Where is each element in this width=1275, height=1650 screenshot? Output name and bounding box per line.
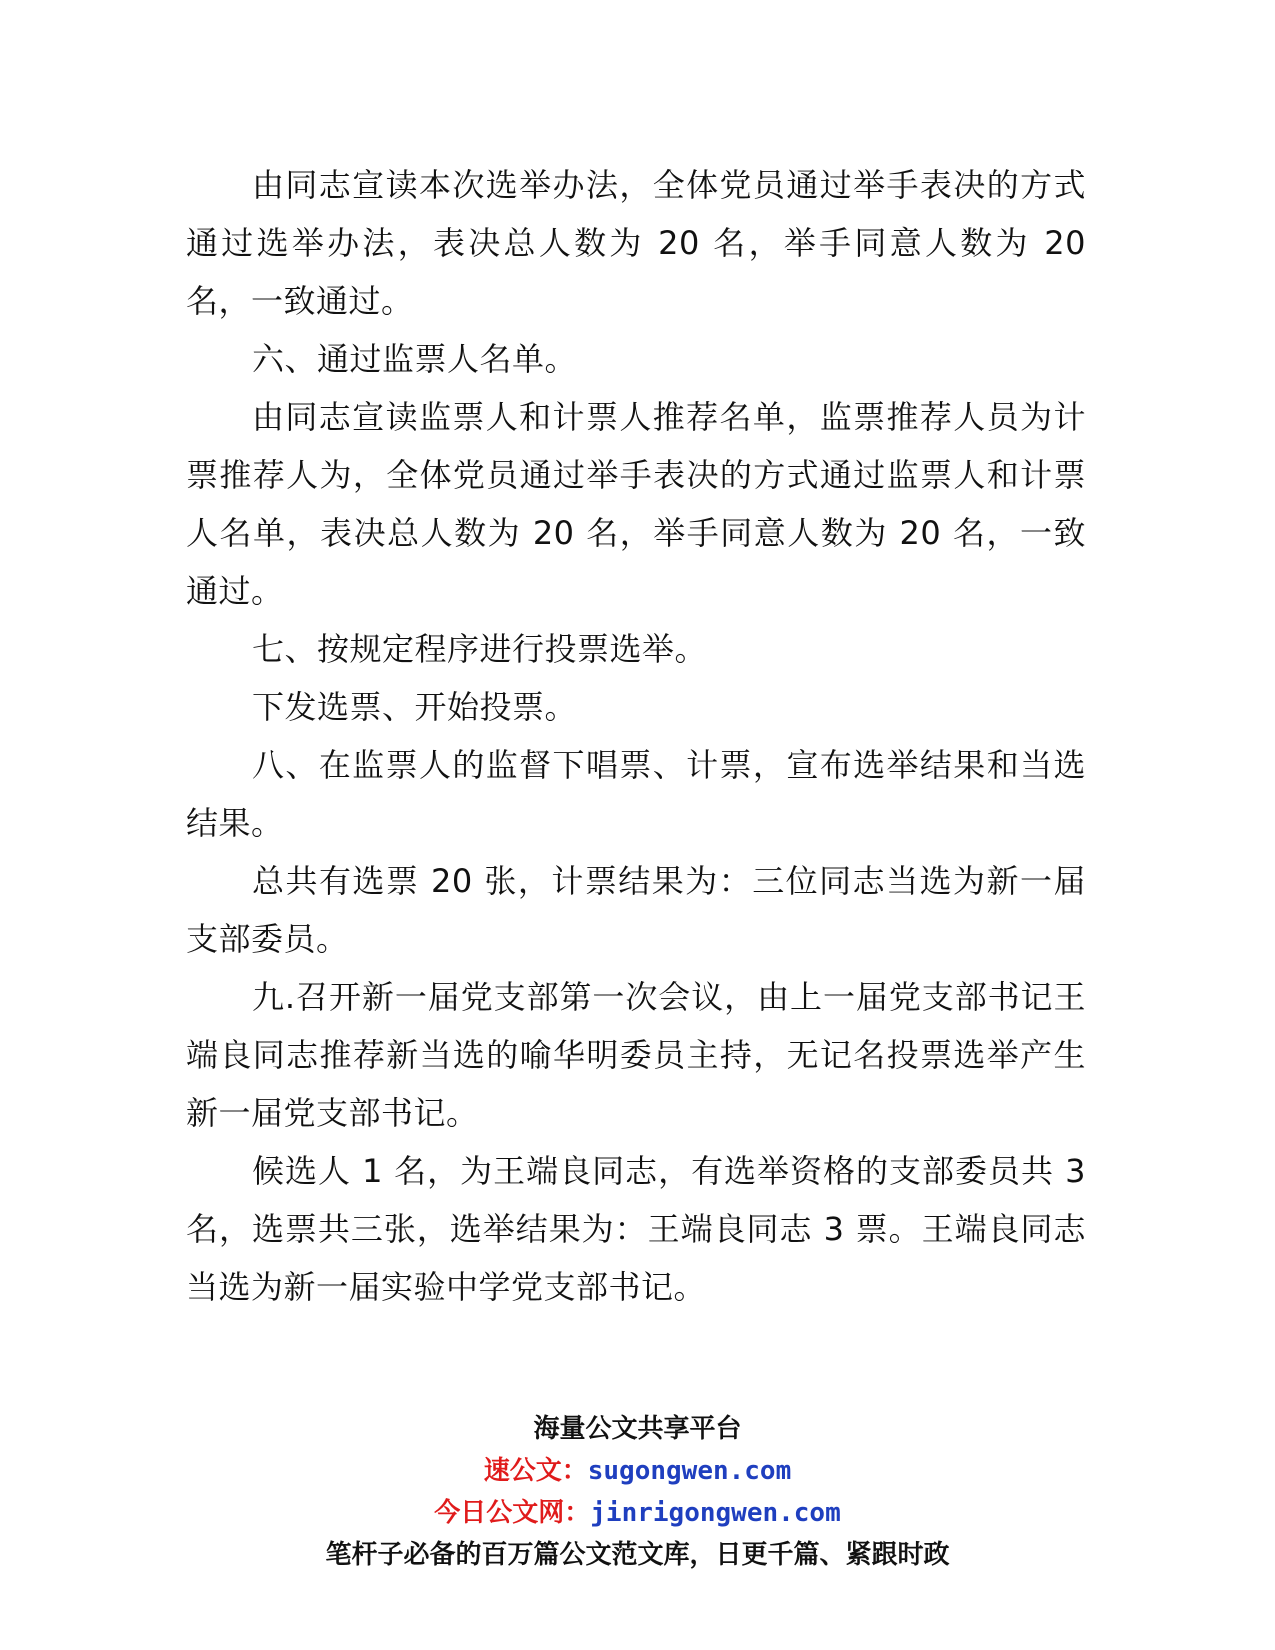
footer-site1-link[interactable]: sugongwen.com <box>587 1456 792 1486</box>
heading-seven-voting: 七、按规定程序进行投票选举。 <box>252 630 708 668</box>
footer-site2-link[interactable]: jinrigongwen.com <box>590 1498 841 1528</box>
footer-watermark <box>0 1408 1275 1576</box>
footer-site1 <box>0 1450 1275 1492</box>
footer-platform: 海量公文共享平台 <box>533 1414 742 1444</box>
paragraph-issue-ballots: 下发选票、开始投票。 <box>252 688 578 726</box>
paragraph-secretary-result: 候选人 1 名，为王端良同志，有选举资格的支部委员共 3 名，选票共三张，选举结果为：王端良同志 3 票。王端良同志当选为新一届实验中学党支部书记。 <box>186 1152 1086 1306</box>
heading-six-scrutineers: 六、通过监票人名单。 <box>252 340 578 378</box>
footer-slogan: 笔杆子必备的百万篇公文范文库，日更千篇、紧跟时政 <box>325 1540 950 1570</box>
document-body <box>186 156 1086 1316</box>
paragraph-election-method: 由同志宣读本次选举办法，全体党员通过举手表决的方式通过选举办法，表决总人数为 20 名，举手同意人数为 20 名，一致通过。 <box>186 166 1086 320</box>
footer-site1-label: 速公文： <box>483 1456 588 1486</box>
footer-site2-label: 今日公文网： <box>434 1498 591 1528</box>
heading-eight-counting: 八、在监票人的监督下唱票、计票，宣布选举结果和当选结果。 <box>186 746 1086 842</box>
paragraph-scrutineer-list: 由同志宣读监票人和计票人推荐名单，监票推荐人员为计票推荐人为，全体党员通过举手表决的方式通过监票人和计票人名单，表决总人数为 20 名，举手同意人数为 20 名，一致通过。 <box>186 398 1086 610</box>
heading-nine-first-meeting: 九.召开新一届党支部第一次会议，由上一届党支部书记王端良同志推荐新当选的喻华明委员主持，无记名投票选举产生新一届党支部书记。 <box>186 978 1086 1132</box>
footer-site2 <box>0 1492 1275 1534</box>
paragraph-count-result: 总共有选票 20 张，计票结果为：三位同志当选为新一届支部委员。 <box>186 862 1086 958</box>
